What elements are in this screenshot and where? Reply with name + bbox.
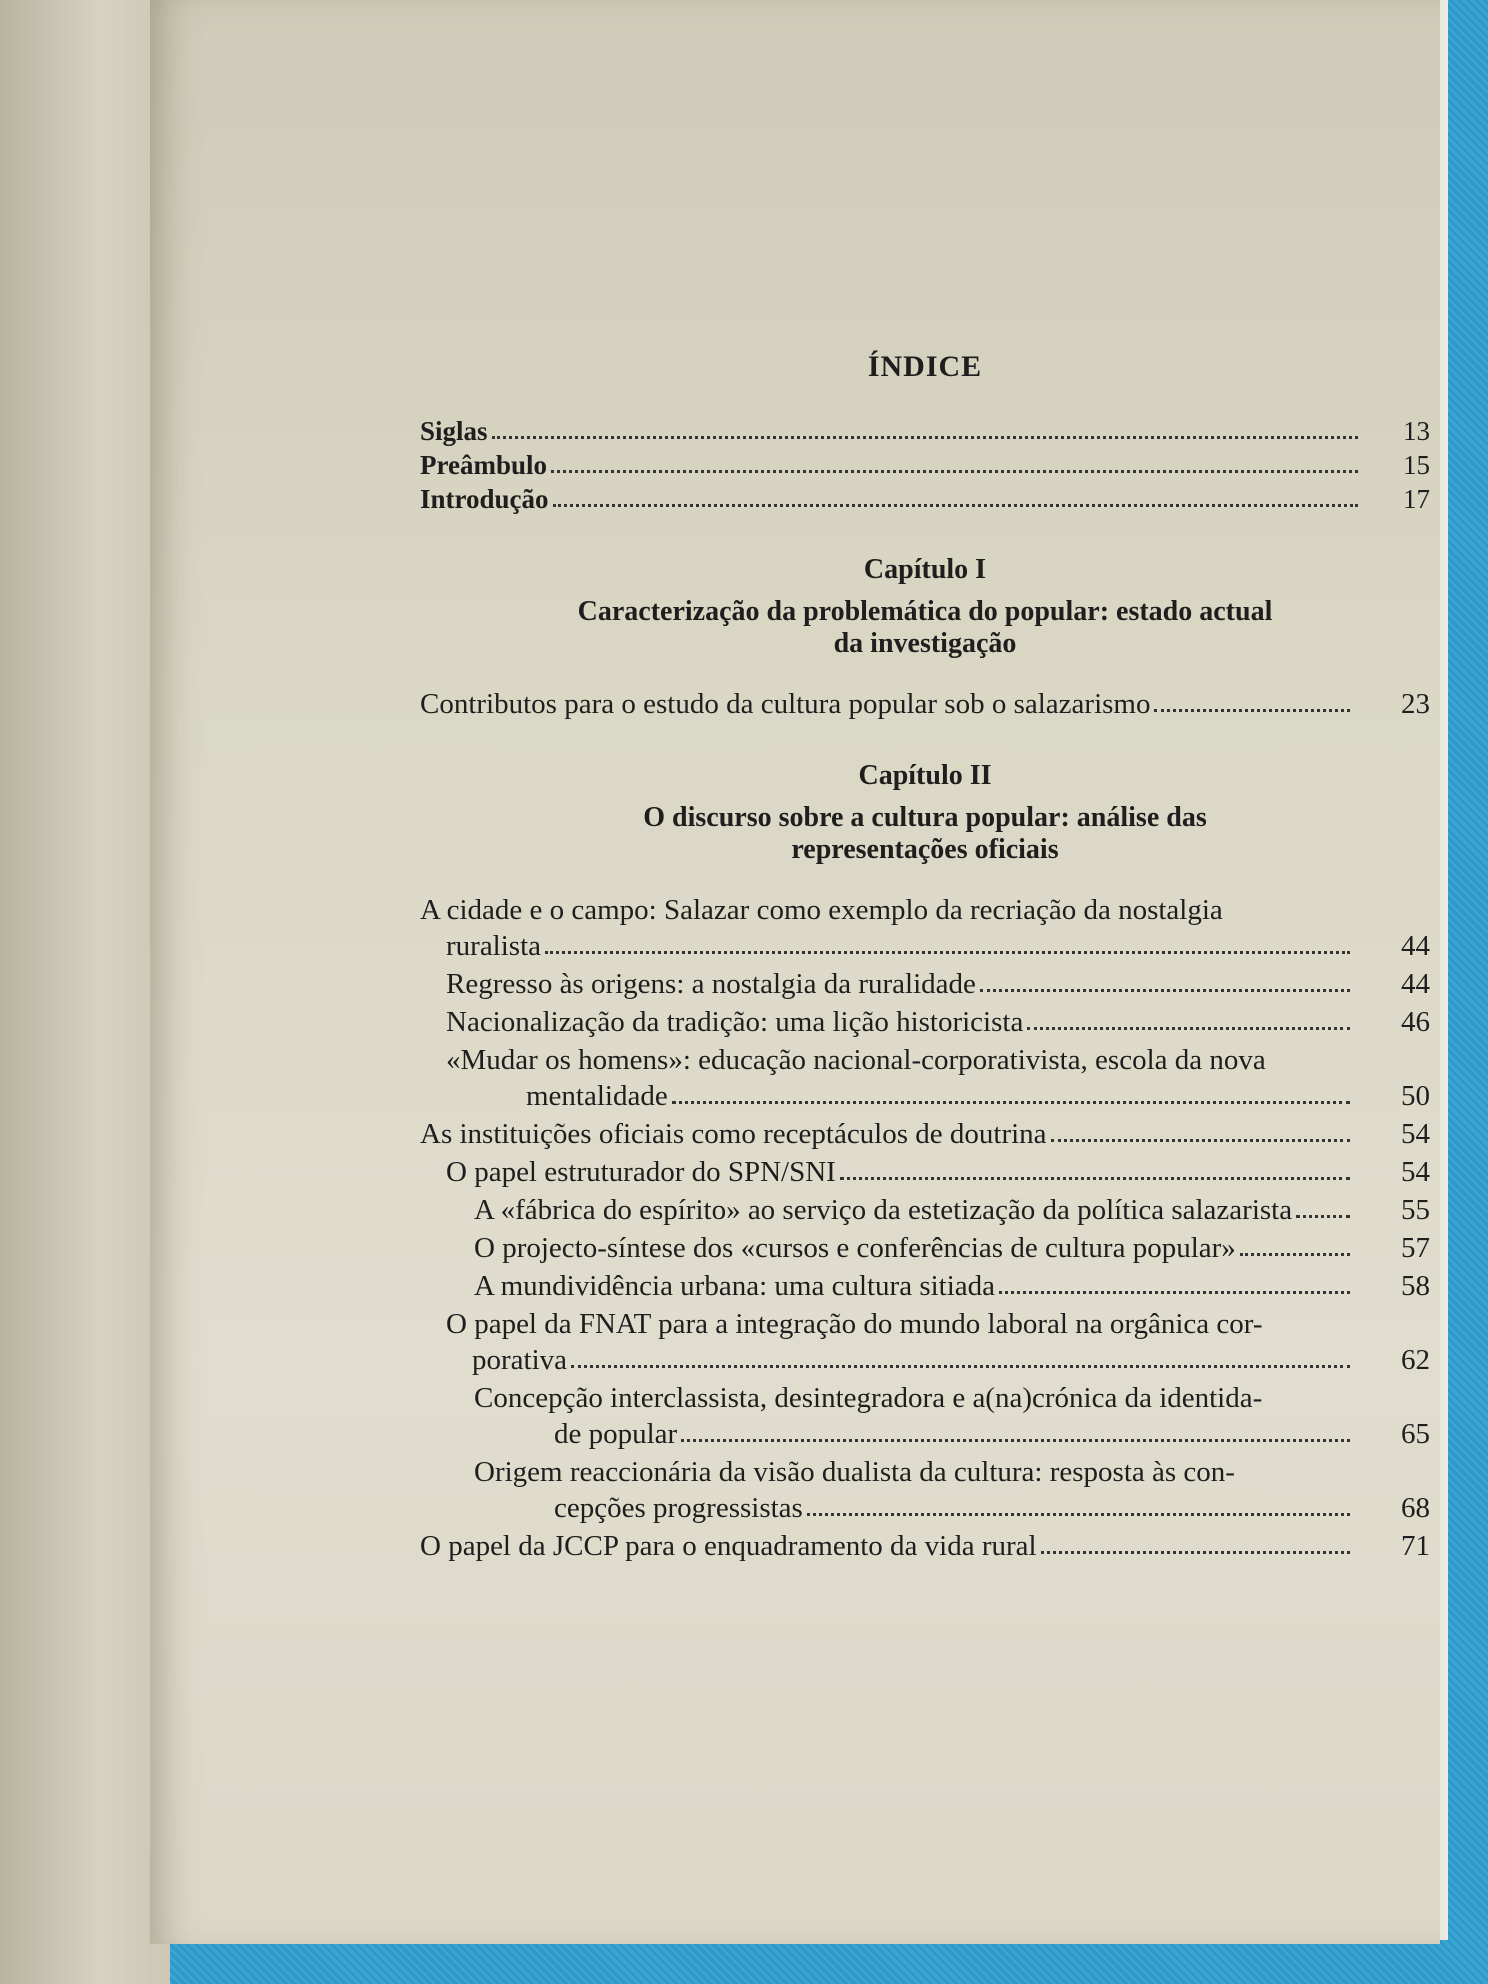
toc-entry <box>420 686 1430 722</box>
toc-entry-page: 68 <box>1401 1492 1430 1524</box>
toc-entry <box>420 1116 1430 1152</box>
dot-leader <box>980 989 1350 992</box>
dot-leader <box>1296 1215 1350 1218</box>
toc-entry <box>420 1042 1430 1114</box>
toc-entry-page: 17 <box>1403 484 1430 514</box>
book-page <box>150 0 1440 1944</box>
toc-entry-page: 50 <box>1401 1080 1430 1112</box>
toc-entry <box>420 1004 1430 1040</box>
toc-entry-label: A «fábrica do espírito» ao serviço da estetização da política salazarista <box>474 1194 1293 1226</box>
toc-entry <box>420 1380 1430 1452</box>
toc-entry-introducao <box>420 482 1430 516</box>
dot-leader <box>999 1291 1350 1294</box>
toc-entry-page: 55 <box>1401 1194 1430 1226</box>
dot-leader <box>1154 709 1350 712</box>
dot-leader <box>571 1365 1350 1368</box>
table-of-contents <box>420 350 1430 1566</box>
dot-leader <box>1240 1253 1350 1256</box>
toc-entry <box>420 1454 1430 1526</box>
toc-entry <box>420 1528 1430 1564</box>
toc-entry-page: 54 <box>1401 1118 1430 1150</box>
chapter-2-title: O discurso sobre a cultura popular: análise das representações oficiais <box>643 802 1207 865</box>
toc-entry-page: 44 <box>1401 930 1430 962</box>
toc-entry-label: As instituições oficiais como receptáculos de doutrina <box>420 1118 1047 1150</box>
toc-entry-siglas <box>420 414 1430 448</box>
toc-entry-label: Origem reaccionária da visão dualista da cultura: resposta às con- <box>474 1456 1235 1488</box>
toc-entry-label-continued: de popular <box>554 1418 678 1450</box>
toc-entry-label-continued: ruralista <box>446 930 542 962</box>
toc-entry-page: 46 <box>1401 1006 1430 1038</box>
toc-entry-label: Contributos para o estudo da cultura popular sob o salazarismo <box>420 688 1151 720</box>
toc-entry-label: O papel da FNAT para a integração do mundo laboral na orgânica cor- <box>446 1308 1263 1340</box>
dot-leader <box>1051 1139 1350 1142</box>
dot-leader <box>551 470 1358 473</box>
toc-entry-page: 44 <box>1401 968 1430 1000</box>
dot-leader <box>553 504 1358 507</box>
dot-leader <box>807 1513 1350 1516</box>
toc-entry <box>420 966 1430 1002</box>
toc-entry-label: A cidade e o campo: Salazar como exemplo da recriação da nostalgia <box>420 894 1223 926</box>
chapter-1-title: Caracterização da problemática do popular: estado actual da investigação <box>577 596 1273 659</box>
toc-entry <box>420 1268 1430 1304</box>
dot-leader <box>840 1177 1350 1180</box>
dot-leader <box>545 951 1350 954</box>
toc-entry-page: 58 <box>1401 1270 1430 1302</box>
toc-entry-page: 13 <box>1403 416 1430 446</box>
chapter-2-heading: Capítulo II <box>858 760 992 791</box>
toc-entry-label: Regresso às origens: a nostalgia da ruralidade <box>446 968 976 1000</box>
dot-leader <box>1027 1027 1350 1030</box>
toc-entry-page: 57 <box>1401 1232 1430 1264</box>
toc-entry-label: A mundividência urbana: uma cultura sitiada <box>474 1270 996 1302</box>
toc-entry-label: O papel da JCCP para o enquadramento da vida rural <box>420 1530 1037 1562</box>
toc-entry-label-continued: mentalidade <box>526 1080 668 1112</box>
toc-entry <box>420 1306 1430 1378</box>
left-page <box>0 0 170 1984</box>
dot-leader <box>681 1439 1350 1442</box>
toc-entry-label: Concepção interclassista, desintegradora e a(na)crónica da identida- <box>474 1382 1263 1414</box>
toc-entry-page: 62 <box>1401 1344 1430 1376</box>
toc-entry-label: «Mudar os homens»: educação nacional-corporativista, escola da nova <box>446 1044 1266 1076</box>
dot-leader <box>492 436 1358 439</box>
toc-entry-page: 65 <box>1401 1418 1430 1450</box>
toc-entry-label: Preâmbulo <box>420 450 547 480</box>
dot-leader <box>1041 1551 1350 1554</box>
dot-leader <box>672 1101 1350 1104</box>
chapter-1-heading: Capítulo I <box>863 554 987 585</box>
toc-entry-page: 23 <box>1401 688 1430 720</box>
toc-entry-label: Siglas <box>420 416 488 446</box>
toc-entry-page: 54 <box>1401 1156 1430 1188</box>
toc-entry-preambulo <box>420 448 1430 482</box>
toc-entry <box>420 1192 1430 1228</box>
toc-entry-label-continued: porativa <box>472 1344 568 1376</box>
toc-entry-page: 71 <box>1401 1530 1430 1562</box>
toc-entry-label: O papel estruturador do SPN/SNI <box>446 1156 836 1188</box>
page-title: ÍNDICE <box>867 350 983 383</box>
toc-entry-label: Nacionalização da tradição: uma lição historicista <box>446 1006 1024 1038</box>
toc-entry <box>420 1154 1430 1190</box>
toc-entry <box>420 1230 1430 1266</box>
toc-entry-label: Introdução <box>420 484 549 514</box>
toc-entry-page: 15 <box>1403 450 1430 480</box>
toc-entry-label: O projecto-síntese dos «cursos e conferências de cultura popular» <box>474 1232 1236 1264</box>
front-matter <box>420 414 1430 516</box>
toc-entry-label-continued: cepções progressistas <box>554 1492 803 1524</box>
toc-entry <box>420 892 1430 964</box>
